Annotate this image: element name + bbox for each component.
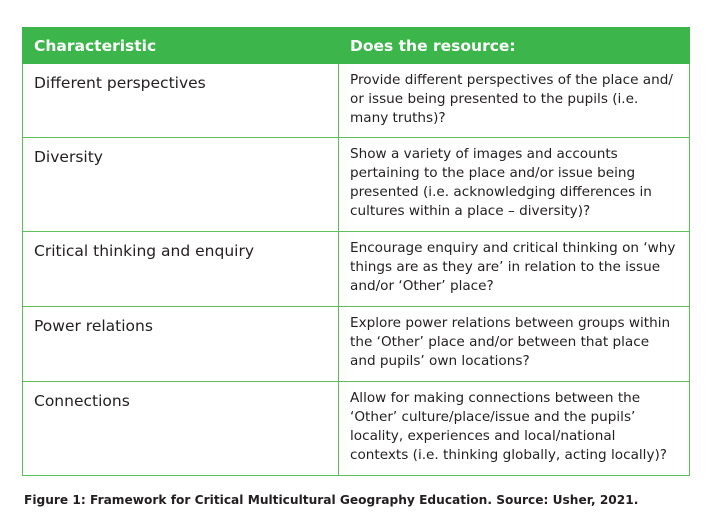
- header-does-the-resource: Does the resource:: [339, 28, 690, 64]
- figure-caption: Figure 1: Framework for Critical Multicultural Geography Education. Source: Usher, 2021.: [24, 493, 639, 507]
- table-row: [23, 138, 690, 232]
- table-row: [23, 382, 690, 476]
- description-cell: Show a variety of images and accounts pertaining to the place and/or issue being presented (i.e. acknowledging differences in cultures within a place – diversity)?: [339, 138, 690, 232]
- table-row: [23, 64, 690, 138]
- characteristic-cell: Diversity: [23, 138, 339, 232]
- description-cell: Explore power relations between groups within the ‘Other’ place and/or between that place and pupils’ own locations?: [339, 307, 690, 382]
- table-header-row: [23, 28, 690, 64]
- description-cell: Encourage enquiry and critical thinking on ‘why things are as they are’ in relation to the issue and/or ‘Other’ place?: [339, 232, 690, 307]
- framework-table: [22, 27, 690, 476]
- header-characteristic: Characteristic: [23, 28, 339, 64]
- table-row: [23, 307, 690, 382]
- characteristic-cell: Power relations: [23, 307, 339, 382]
- characteristic-cell: Critical thinking and enquiry: [23, 232, 339, 307]
- description-cell: Provide different perspectives of the place and/ or issue being presented to the pupils (i.e. many truths)?: [339, 64, 690, 138]
- characteristic-cell: Different perspectives: [23, 64, 339, 138]
- description-cell: Allow for making connections between the ‘Other’ culture/place/issue and the pupils’ locality, experiences and local/national contexts (i.e. thinking globally, acting locally)?: [339, 382, 690, 476]
- table-row: [23, 232, 690, 307]
- characteristic-cell: Connections: [23, 382, 339, 476]
